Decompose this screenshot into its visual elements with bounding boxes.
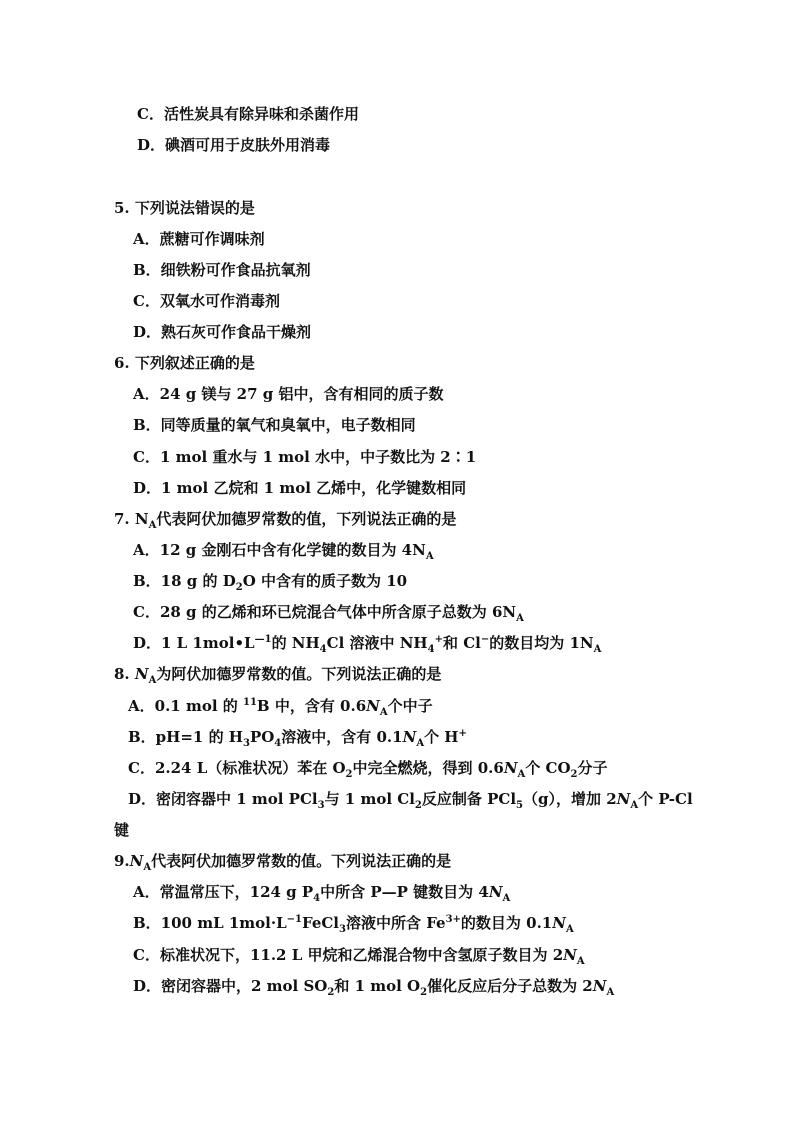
q7-option-d: D．1 L $1mol•L^{—1}$的 $NH_4Cl$ 溶液中 $NH_4^+$和 Cl−的数目均为 $1N_A$ bbox=[133, 634, 602, 655]
q7-option-b: B．18 g 的 $D_2O$ 中含有的质子数为 10 bbox=[133, 572, 408, 593]
q5-option-c: C．双氧水可作消毒剂 bbox=[133, 292, 280, 310]
q6-option-d: D．1 mol 乙烷和 1 mol 乙烯中，化学键数相同 bbox=[133, 479, 467, 497]
q5-option-b: B．细铁粉可作食品抗氧剂 bbox=[133, 261, 311, 279]
option-c: C．活性炭具有除异味和杀菌作用 bbox=[137, 105, 359, 123]
q9-option-d: D．密闭容器中，2 mol $SO_2$和 1 mol $O_2$催化反应后分子总数为 $2N_A$ bbox=[133, 977, 615, 998]
q6-option-b: B．同等质量的氧气和臭氧中，电子数相同 bbox=[133, 416, 416, 434]
q8-option-c: C．2.24 L（标准状况）苯在 $O_2$中完全燃烧，得到 $0.6N_A$个 $CO_2$分子 bbox=[128, 759, 608, 780]
q7-number: 7. bbox=[114, 510, 130, 528]
q6-option-a: A．24 g 镁与 27 g 铝中，含有相同的质子数 bbox=[133, 385, 444, 403]
q9-option-c: C．标准状况下，11.2 L 甲烷和乙烯混合物中含氢原子数目为 $2N_A$ bbox=[133, 946, 585, 967]
question-8-stem: 8. $N_A$为阿伏加德罗常数的值。下列说法正确的是 bbox=[114, 665, 442, 686]
na-symbol: $N_A$ bbox=[134, 510, 157, 531]
q9-option-b: B．100 mL $1mol\cdot L^{-1}FeCl_3$溶液中所含 $Fe^{3+}$的数目为 $0.1N_A$ bbox=[133, 914, 574, 935]
q6-option-c: C．1 mol 重水与 1 mol 水中，中子数比为 2∶1 bbox=[133, 448, 477, 466]
q5-option-d: D．熟石灰可作食品干燥剂 bbox=[133, 323, 312, 341]
q8-option-a: A．0.1 mol 的 $^{11}$B 中，含有 $0.6N_A$个中子 bbox=[128, 697, 433, 718]
question-7-stem bbox=[114, 509, 456, 529]
q7-option-c: C．28 g 的乙烯和环已烷混合气体中所含原子总数为 $6N_A$ bbox=[133, 603, 524, 624]
q8-option-b: B．pH=1 的 $H_3PO_4$溶液中，含有 $0.1N_A$个 H+ bbox=[128, 728, 467, 749]
q9-option-a: A．常温常压下，124 g $P_4$中所含 P—P 键数目为 $4N_A$ bbox=[133, 883, 511, 904]
question-5-stem: 5. 下列说法错误的是 bbox=[114, 199, 255, 217]
q7-stem-text: 代表阿伏加德罗常数的值，下列说法正确的是 bbox=[156, 510, 457, 528]
option-d: D．碘酒可用于皮肤外用消毒 bbox=[137, 136, 331, 154]
question-9-stem: $9.N_A$代表阿伏加德罗常数的值。下列说法正确的是 bbox=[114, 852, 452, 873]
q8-option-d: D．密闭容器中 1 mol PCl$_3$与 1 mol $Cl_2$反应制备 PCl$_5$（g），增加 $2N_A$个 P-Cl bbox=[128, 790, 693, 811]
q8-option-d-wrap: 键 bbox=[114, 821, 130, 839]
q5-option-a: A．蔗糖可作调味剂 bbox=[133, 230, 265, 248]
q7-option-a: A．12 g 金刚石中含有化学键的数目为 $4N_A$ bbox=[133, 541, 434, 562]
question-6-stem: 6. 下列叙述正确的是 bbox=[114, 354, 255, 372]
